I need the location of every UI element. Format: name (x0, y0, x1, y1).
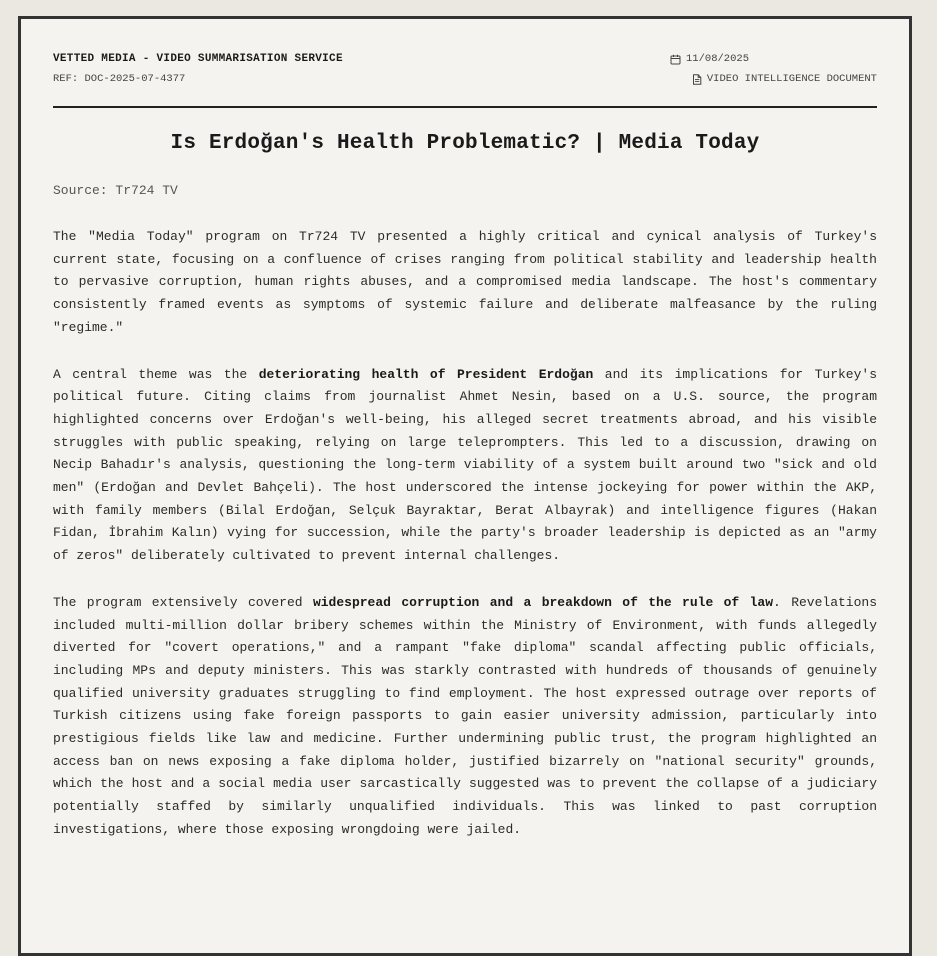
document-date (670, 53, 749, 65)
page-title: Is Erdoğan's Health Problematic? | Media Today (170, 132, 760, 155)
paragraph-2-intro: A central theme was the (53, 366, 259, 382)
summary-paragraph-2 (53, 364, 877, 568)
document-icon (692, 74, 702, 85)
paragraph-3-highlight: widespread corruption and a breakdown of the rule of law (312, 594, 774, 610)
reference-number: REF: DOC-2025-07-4377 (53, 73, 186, 85)
summary-paragraph-1: The "Media Today" program on Tr724 TV presented a highly critical and cynical analysis of Turkey's current state, focusing on a confluence of crises ranging from political stability and leadership health to pervasive corruption, human rights abuses, and a compromised media landscape. The host's commentary consistently framed events as symptoms of systemic failure and deliberate malfeasance by the ruling "regime." (53, 229, 877, 335)
source-line: Source: Tr724 TV (53, 183, 178, 198)
document-header (53, 19, 877, 108)
paragraph-2-highlight: deteriorating health of President Erdoğan (258, 366, 594, 382)
document-sheet (18, 16, 912, 956)
document-type-text: VIDEO INTELLIGENCE DOCUMENT (706, 73, 877, 85)
document-body (53, 19, 877, 842)
org-name: VETTED MEDIA - VIDEO SUMMARISATION SERVICE (53, 53, 343, 65)
calendar-icon (670, 54, 681, 65)
date-text: 11/08/2025 (686, 53, 750, 65)
document-type (692, 73, 877, 85)
paragraph-3-intro: The program extensively covered (53, 594, 313, 610)
paragraph-3-body: . Revelations included multi-million dollar bribery schemes within the Ministry of Environment, with funds allegedly diverted for "covert operations," and a rampant "fake diploma" scandal affecting public officials, including MPs and deputy ministers. This was starkly contrasted with hundreds of thousands of genuinely qualified university graduates struggling to find employment. The host expressed outrage over reports of Turkish citizens using fake foreign passports to gain easier university admission, particularly into prestigious fields like law and medicine. Further undermining public trust, the program highlighted an access ban on news exposing a fake diploma holder, justified bizarrely on "national security" grounds, which the host and a social media user sarcastically suggested was to prevent the collapse of a judiciary potentially staffed by similarly unqualified individuals. This was linked to past corruption investigations, where those exposing wrongdoing were jailed. (53, 594, 878, 837)
paragraph-2-body: and its implications for Turkey's political future. Citing claims from journalist Ahmet Nesin, based on a U.S. source, the program highlighted concerns over Erdoğan's well-being, his alleged secret treatments abroad, and his visible struggles with public speaking, relying on large teleprompters. This led to a discussion, drawing on Necip Bahadır's analysis, questioning the long-term viability of a system built around two "sick and old men" (Erdoğan and Devlet Bahçeli). The host underscored the intense jockeying for power within the AKP, with family members (Bilal Erdoğan, Selçuk Bayraktar, Berat Albayrak) and intelligence figures (Hakan Fidan, İbrahim Kalın) vying for succession, while the party's broader leadership is depicted as an "army of zeros" deliberately cultivated to prevent internal challenges. (53, 366, 878, 564)
summary-paragraph-3 (53, 592, 877, 842)
